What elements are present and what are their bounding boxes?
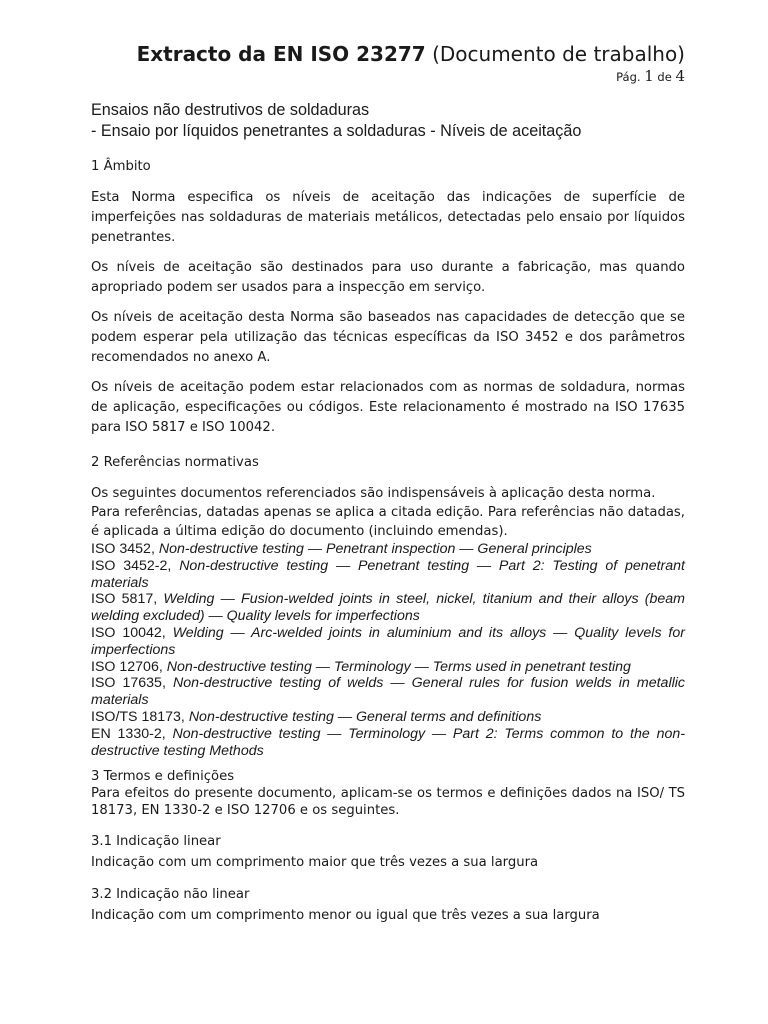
section-1-paragraph: Os níveis de aceitação são destinados para uso durante a fabricação, mas quando apropriado podem ser usados para a inspecção em serviço. bbox=[91, 260, 685, 295]
section-1-paragraph: Os níveis de aceitação podem estar relacionados com as normas de soldadura, normas de aplicação, especificações ou códigos. Este relacionamento é mostrado na ISO 17635 para ISO 5817 e ISO 10042. bbox=[91, 380, 685, 435]
document-page bbox=[91, 40, 685, 925]
reference-title: Non-destructive testing of welds — General rules for fusion welds in metallic materials bbox=[91, 675, 685, 709]
reference-code: ISO 5817, bbox=[91, 591, 158, 608]
reference-item bbox=[91, 726, 685, 760]
document-title-main: Extracto da EN ISO 23277 bbox=[136, 42, 426, 66]
reference-code: ISO 17635, bbox=[91, 675, 166, 692]
document-title bbox=[91, 40, 685, 68]
document-heading bbox=[91, 100, 685, 142]
reference-title: Welding — Arc-welded joints in aluminium and its alloys — Quality levels for imperfections bbox=[91, 624, 685, 658]
page-total: 4 bbox=[675, 67, 685, 85]
document-header bbox=[91, 40, 685, 85]
heading-line-2: - Ensaio por líquidos penetrantes a soldaduras - Níveis de aceitação bbox=[91, 122, 582, 140]
reference-item bbox=[91, 709, 685, 726]
section-3-title: 3 Termos e definições bbox=[91, 769, 235, 785]
page-of-label: de bbox=[657, 70, 672, 84]
document-title-note: (Documento de trabalho) bbox=[432, 42, 685, 66]
reference-list bbox=[91, 541, 685, 759]
page-current: 1 bbox=[644, 67, 654, 85]
spacer bbox=[91, 819, 685, 833]
reference-title: Non-destructive testing — Penetrant inspection — General principles bbox=[158, 541, 592, 557]
reference-code: ISO 3452-2, bbox=[91, 557, 172, 574]
reference-code: ISO 3452, bbox=[91, 541, 155, 557]
section-2-title: 2 Referências normativas bbox=[91, 455, 259, 470]
definition-text: Indicação com um comprimento menor ou igual que três vezes a sua largura bbox=[91, 908, 600, 924]
section-1-paragraph: Os níveis de aceitação desta Norma são baseados nas capacidades de detecção que se podem esperar pela utilização das técnicas específicas da ISO 3452 e dos parâmetros recomendados no anexo A. bbox=[91, 310, 685, 365]
definition-title: 3.1 Indicação linear bbox=[91, 834, 221, 850]
reference-title: Non-destructive testing — Terminology — Terms used in penetrant testing bbox=[166, 658, 631, 675]
section-2-intro-2: Para referências, datadas apenas se aplica a citada edição. Para referências não datadas, é aplicada a última edição do documento (incluindo emendas). bbox=[91, 505, 685, 539]
reference-title: Welding — Fusion-welded joints in steel, nickel, titanium and their alloys (beam welding excluded) — Quality levels for imperfections bbox=[91, 591, 685, 625]
heading-line-1: Ensaios não destrutivos de soldaduras bbox=[91, 101, 370, 119]
section-1-paragraph: Esta Norma especifica os níveis de aceitação das indicações de superfície de imperfeições nas soldaduras de materiais metálicos, detectadas pelo ensaio por líquidos penetrantes. bbox=[91, 190, 685, 245]
reference-item bbox=[91, 625, 685, 659]
reference-title: Non-destructive testing — Penetrant testing — Part 2: Testing of penetrant materials bbox=[91, 557, 685, 591]
reference-code: EN 1330-2, bbox=[91, 725, 166, 742]
reference-code: ISO 10042, bbox=[91, 624, 166, 641]
page-counter bbox=[91, 68, 685, 85]
reference-item bbox=[91, 558, 685, 592]
reference-code: ISO 12706, bbox=[91, 658, 163, 675]
reference-item bbox=[91, 541, 685, 558]
spacer bbox=[91, 759, 685, 768]
reference-item bbox=[91, 591, 685, 625]
reference-item bbox=[91, 659, 685, 676]
section-3-intro: Para efeitos do presente documento, aplicam-se os termos e definições dados na ISO/ TS 18173, EN 1330-2 e ISO 12706 e os seguintes. bbox=[91, 786, 685, 819]
section-1-title: 1 Âmbito bbox=[91, 159, 151, 174]
definition-title: 3.2 Indicação não linear bbox=[91, 887, 250, 903]
section-2-intro: Os seguintes documentos referenciados são indispensáveis à aplicação desta norma. bbox=[91, 486, 656, 501]
definition-text: Indicação com um comprimento maior que três vezes a sua largura bbox=[91, 855, 539, 871]
page-label: Pág. bbox=[616, 70, 641, 84]
reference-title: Non-destructive testing — General terms and definitions bbox=[188, 708, 542, 725]
reference-code: ISO/TS 18173, bbox=[91, 708, 185, 725]
reference-title: Non-destructive testing — Terminology — Part 2: Terms common to the non-destructive testing Methods bbox=[91, 725, 685, 759]
spacer bbox=[91, 872, 685, 886]
reference-item bbox=[91, 675, 685, 709]
